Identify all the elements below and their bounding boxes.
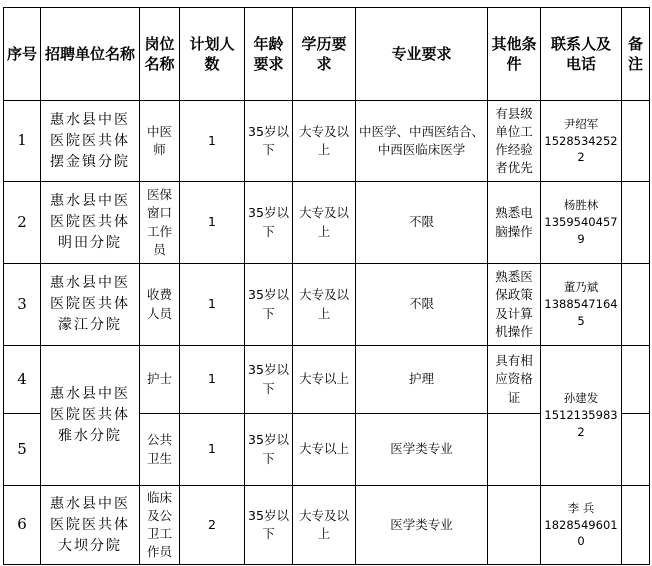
cell-other xyxy=(488,414,541,486)
cell-age: 35岁以下 xyxy=(245,414,293,486)
header-note: 备注 xyxy=(622,8,650,101)
cell-seq: 1 xyxy=(4,101,41,182)
contact-name: 李 兵 xyxy=(567,500,595,515)
cell-post: 医保窗口工作员 xyxy=(140,182,180,264)
header-age: 年龄要求 xyxy=(245,8,293,101)
cell-post: 临床及公卫工作员 xyxy=(140,486,180,565)
contact-phone: 13595404579 xyxy=(544,215,618,246)
header-edu: 学历要求 xyxy=(293,8,356,101)
cell-other: 具有相应资格证 xyxy=(488,346,541,414)
cell-post: 收费人员 xyxy=(140,264,180,346)
cell-seq: 3 xyxy=(4,264,41,346)
header-seq: 序号 xyxy=(4,8,41,101)
cell-other xyxy=(488,486,541,565)
header-post: 岗位名称 xyxy=(140,8,180,101)
cell-other: 有县级单位工作经验者优先 xyxy=(488,101,541,182)
contact-name: 杨胜林 xyxy=(563,198,599,213)
cell-contact xyxy=(541,264,622,346)
cell-unit: 惠水县中医医院医共体摆金镇分院 xyxy=(41,101,140,182)
contact-phone: 13885471645 xyxy=(544,297,618,328)
cell-seq: 4 xyxy=(4,346,41,414)
cell-age: 35岁以下 xyxy=(245,486,293,565)
cell-edu: 大专及以上 xyxy=(293,101,356,182)
cell-edu: 大专及以上 xyxy=(293,264,356,346)
header-contact: 联系人及电话 xyxy=(541,8,622,101)
cell-edu: 大专以上 xyxy=(293,346,356,414)
cell-major: 医学类专业 xyxy=(356,414,488,486)
table-row xyxy=(4,264,650,346)
contact-phone: 18285496010 xyxy=(544,517,618,549)
cell-major: 不限 xyxy=(356,264,488,346)
cell-other: 熟悉电脑操作 xyxy=(488,182,541,264)
cell-major: 中医学、中西医结合、中西医临床医学 xyxy=(356,101,488,182)
cell-note xyxy=(622,101,650,182)
cell-note xyxy=(622,346,650,414)
cell-note xyxy=(622,414,650,486)
cell-contact xyxy=(541,486,622,565)
cell-contact xyxy=(541,101,622,182)
contact-name: 董乃斌 xyxy=(563,280,599,295)
cell-major: 医学类专业 xyxy=(356,486,488,565)
cell-edu: 大专及以上 xyxy=(293,182,356,264)
cell-count: 1 xyxy=(180,346,245,414)
cell-edu: 大专以上 xyxy=(293,414,356,486)
cell-age: 35岁以下 xyxy=(245,182,293,264)
table-row xyxy=(4,346,650,414)
cell-other: 熟悉医保政策及计算机操作 xyxy=(488,264,541,346)
cell-note xyxy=(622,486,650,565)
cell-major: 护理 xyxy=(356,346,488,414)
cell-edu: 大专及以上 xyxy=(293,486,356,565)
header-row xyxy=(4,8,650,101)
cell-post: 公共卫生 xyxy=(140,414,180,486)
recruitment-table xyxy=(3,7,650,565)
contact-name: 孙建发 xyxy=(563,391,599,406)
cell-age: 35岁以下 xyxy=(245,264,293,346)
cell-post: 护士 xyxy=(140,346,180,414)
cell-age: 35岁以下 xyxy=(245,101,293,182)
cell-major: 不限 xyxy=(356,182,488,264)
header-count: 计划人数 xyxy=(180,8,245,101)
cell-note xyxy=(622,264,650,346)
cell-note xyxy=(622,182,650,264)
cell-count: 1 xyxy=(180,101,245,182)
cell-unit: 惠水县中医医院医共体明田分院 xyxy=(41,182,140,264)
table-row xyxy=(4,182,650,264)
table-row xyxy=(4,486,650,565)
cell-contact xyxy=(541,182,622,264)
cell-post: 中医师 xyxy=(140,101,180,182)
cell-count: 2 xyxy=(180,486,245,565)
cell-unit: 惠水县中医医院医共体雅水分院 xyxy=(41,346,140,486)
header-major: 专业要求 xyxy=(356,8,488,101)
contact-name: 尹绍军 xyxy=(563,116,599,131)
cell-count: 1 xyxy=(180,264,245,346)
table-row xyxy=(4,101,650,182)
cell-unit: 惠水县中医医院医共体大坝分院 xyxy=(41,486,140,565)
header-other: 其他条件 xyxy=(488,8,541,101)
cell-contact xyxy=(541,346,622,486)
header-unit: 招聘单位名称 xyxy=(41,8,140,101)
cell-age: 35岁以下 xyxy=(245,346,293,414)
contact-phone: 15285342522 xyxy=(544,133,618,165)
cell-seq: 5 xyxy=(4,414,41,486)
cell-count: 1 xyxy=(180,182,245,264)
cell-seq: 6 xyxy=(4,486,41,565)
cell-count: 1 xyxy=(180,414,245,486)
contact-phone: 15121359832 xyxy=(544,408,618,439)
cell-seq: 2 xyxy=(4,182,41,264)
cell-unit: 惠水县中医医院医共体濛江分院 xyxy=(41,264,140,346)
